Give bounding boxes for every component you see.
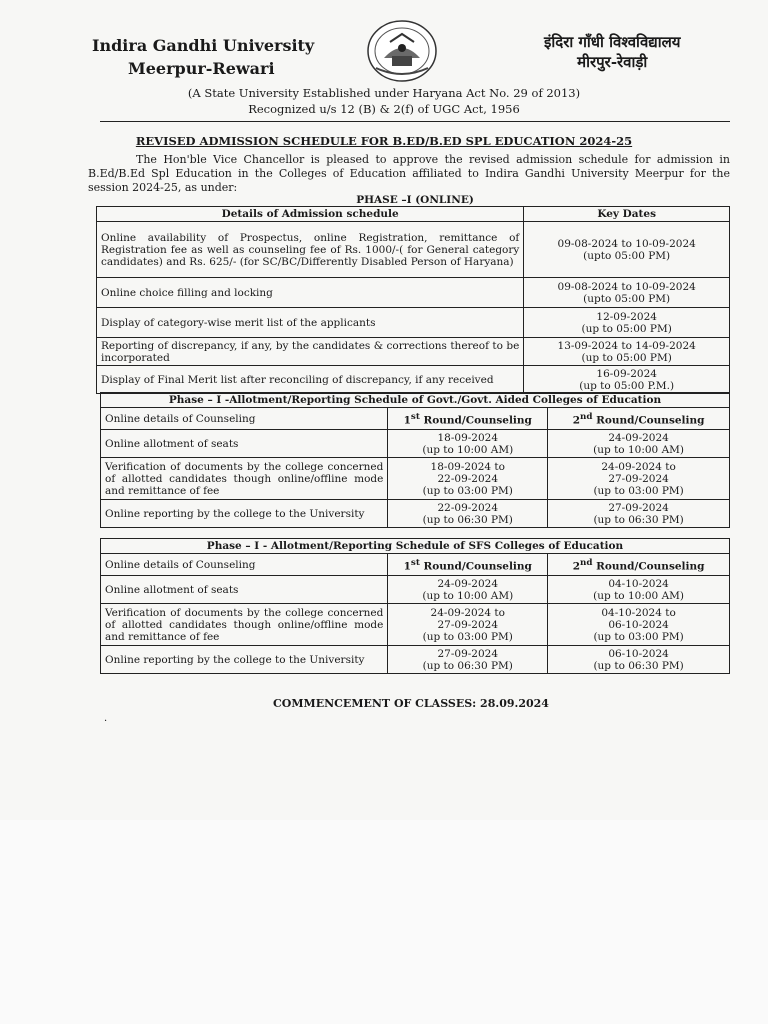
university-crest-icon	[362, 18, 442, 84]
table-header-row	[101, 408, 730, 430]
date-line: (up to 06:30 PM)	[422, 513, 513, 526]
column-header-key-dates: Key Dates	[524, 207, 730, 222]
key-date-range: 12-09-2024	[596, 310, 657, 323]
date-line: (up to 10:00 AM)	[422, 589, 514, 602]
date-line: 22-09-2024	[437, 501, 499, 514]
date-line: 24-09-2024 to	[430, 606, 505, 619]
date-line: (up to 03:00 PM)	[422, 630, 513, 643]
schedule-detail: Online allotment of seats	[101, 430, 388, 458]
university-name-english	[92, 34, 314, 80]
date-line: 24-09-2024	[437, 577, 499, 590]
university-status	[0, 85, 768, 117]
blank-area-below-page	[0, 820, 768, 1024]
date-line: 04-10-2024 to	[601, 606, 676, 619]
round2-suffix: nd	[580, 411, 593, 422]
key-date	[524, 278, 730, 308]
table-row	[101, 646, 730, 674]
table-title: Phase – I -Allotment/Reporting Schedule of Govt./Govt. Aided Colleges of Education	[101, 393, 730, 408]
key-date	[524, 222, 730, 278]
university-location-line2: Meerpur-Rewari	[128, 59, 275, 78]
header-divider	[100, 121, 730, 122]
date-line: 24-09-2024 to	[601, 460, 676, 473]
key-date-time: (upto 05:00 PM)	[583, 292, 671, 305]
date-line: 06-10-2024	[608, 647, 669, 660]
schedule-detail: Online reporting by the college to the University	[101, 646, 388, 674]
round2-suffix: nd	[580, 557, 593, 568]
key-date-range: 09-08-2024 to 10-09-2024	[557, 237, 696, 250]
round1-date	[388, 500, 548, 528]
date-line: (up to 03:00 PM)	[593, 630, 684, 643]
date-line: 27-09-2024	[437, 618, 499, 631]
university-hindi-line1: इंदिरा गाँधी विश्वविद्यालय	[544, 33, 681, 51]
round2-date	[548, 430, 730, 458]
key-date-range: 09-08-2024 to 10-09-2024	[557, 280, 696, 293]
round2-date	[548, 576, 730, 604]
date-line: (up to 10:00 AM)	[593, 589, 684, 602]
round2-date	[548, 646, 730, 674]
schedule-detail: Display of Final Merit list after reconciling of discrepancy, if any received	[97, 366, 524, 394]
schedule-detail: Online availability of Prospectus, online Registration, remittance of Registration fee as well as counseling fee of Rs. 1000/-( for General category candidates) and Rs. 625/- (for SC/BC/Differently Disabled Person of Haryana)	[97, 222, 524, 278]
admission-schedule-table	[96, 206, 730, 394]
key-date	[524, 366, 730, 394]
table-row	[97, 308, 730, 338]
round2-number: 2	[572, 414, 580, 427]
date-line: 18-09-2024	[437, 431, 499, 444]
table-row	[101, 458, 730, 500]
established-line: (A State University Established under Haryana Act No. 29 of 2013)	[187, 86, 581, 100]
schedule-detail: Display of category-wise merit list of the applicants	[97, 308, 524, 338]
key-date-time: (up to 05:00 PM)	[581, 351, 672, 364]
key-date-time: (up to 05:00 P.M.)	[579, 379, 675, 392]
date-line: 22-09-2024	[437, 472, 499, 485]
round2-date	[548, 500, 730, 528]
table-row	[97, 338, 730, 366]
round1-date	[388, 430, 548, 458]
university-name-line1: Indira Gandhi University	[92, 36, 315, 55]
date-line: (up to 03:00 PM)	[593, 484, 684, 497]
round1-date	[388, 458, 548, 500]
table-row	[101, 430, 730, 458]
round1-label: Round/Counseling	[419, 560, 532, 573]
date-line: (up to 06:30 PM)	[593, 513, 684, 526]
date-line: 24-09-2024	[608, 431, 669, 444]
round2-number: 2	[572, 560, 580, 573]
column-header-details: Online details of Counseling	[101, 554, 388, 576]
date-line: 18-09-2024 to	[430, 460, 505, 473]
table-title-row	[101, 393, 730, 408]
round1-number: 1	[403, 414, 411, 427]
round2-label: Round/Counseling	[592, 414, 705, 427]
round1-date	[388, 576, 548, 604]
table-row	[101, 604, 730, 646]
round1-suffix: st	[410, 411, 420, 422]
notice-intro-text: The Hon'ble Vice Chancellor is pleased to approve the revised admission schedule for admission in B.Ed/B.Ed Spl Education in the Colleges of Education affiliated to Indira Gandhi University Meerpur for the session 2024-25, as under:	[88, 153, 730, 194]
key-date-range: 16-09-2024	[596, 367, 657, 380]
stray-mark: ·	[104, 716, 108, 727]
table-header-row	[97, 207, 730, 222]
column-header-round1	[388, 408, 548, 430]
schedule-detail: Online choice filling and locking	[97, 278, 524, 308]
date-line: 27-09-2024	[608, 501, 669, 514]
table-row	[101, 500, 730, 528]
date-line: 04-10-2024	[608, 577, 669, 590]
schedule-detail: Online reporting by the college to the University	[101, 500, 388, 528]
university-hindi-line2: मीरपुर-रेवाड़ी	[577, 53, 648, 71]
schedule-detail: Reporting of discrepancy, if any, by the candidates & corrections thereof to be incorporated	[97, 338, 524, 366]
phase-title: PHASE –I (ONLINE)	[356, 194, 474, 206]
date-line: (up to 03:00 PM)	[422, 484, 513, 497]
table-row	[97, 366, 730, 394]
table-row	[97, 278, 730, 308]
date-line: (up to 06:30 PM)	[593, 659, 684, 672]
commencement-of-classes: COMMENCEMENT OF CLASSES: 28.09.2024	[273, 697, 549, 710]
date-line: (up to 06:30 PM)	[422, 659, 513, 672]
round1-number: 1	[403, 560, 411, 573]
university-name-hindi	[544, 32, 681, 72]
round2-date	[548, 458, 730, 500]
date-line: 06-10-2024	[608, 618, 669, 631]
govt-colleges-allotment-table	[100, 392, 730, 528]
key-date	[524, 338, 730, 366]
key-date-time: (upto 05:00 PM)	[583, 249, 671, 262]
round1-date	[388, 646, 548, 674]
key-date-range: 13-09-2024 to 14-09-2024	[557, 339, 696, 352]
table-row	[101, 576, 730, 604]
schedule-detail: Verification of documents by the college concerned of allotted candidates though online/offline mode and remittance of fee	[101, 604, 388, 646]
table-title-row	[101, 539, 730, 554]
notice-title: REVISED ADMISSION SCHEDULE FOR B.ED/B.ED SPL EDUCATION 2024-25	[135, 134, 633, 148]
column-header-round2	[548, 554, 730, 576]
sfs-colleges-allotment-table	[100, 538, 730, 674]
key-date	[524, 308, 730, 338]
round1-suffix: st	[410, 557, 420, 568]
schedule-detail: Verification of documents by the college concerned of allotted candidates though online/offline mode and remittance of fee	[101, 458, 388, 500]
schedule-detail: Online allotment of seats	[101, 576, 388, 604]
table-row	[97, 222, 730, 278]
column-header-round2	[548, 408, 730, 430]
date-line: (up to 10:00 AM)	[422, 443, 514, 456]
column-header-details: Online details of Counseling	[101, 408, 388, 430]
round2-date	[548, 604, 730, 646]
key-date-time: (up to 05:00 PM)	[581, 322, 672, 335]
column-header-round1	[388, 554, 548, 576]
table-title: Phase – I - Allotment/Reporting Schedule of SFS Colleges of Education	[101, 539, 730, 554]
column-header-details: Details of Admission schedule	[97, 207, 524, 222]
round1-date	[388, 604, 548, 646]
date-line: (up to 10:00 AM)	[593, 443, 684, 456]
table-header-row	[101, 554, 730, 576]
recognized-line: Recognized u/s 12 (B) & 2(f) of UGC Act, 1956	[248, 102, 520, 116]
round1-label: Round/Counseling	[419, 414, 532, 427]
notice-intro	[88, 153, 730, 195]
round2-label: Round/Counseling	[592, 560, 705, 573]
date-line: 27-09-2024	[608, 472, 669, 485]
date-line: 27-09-2024	[437, 647, 499, 660]
